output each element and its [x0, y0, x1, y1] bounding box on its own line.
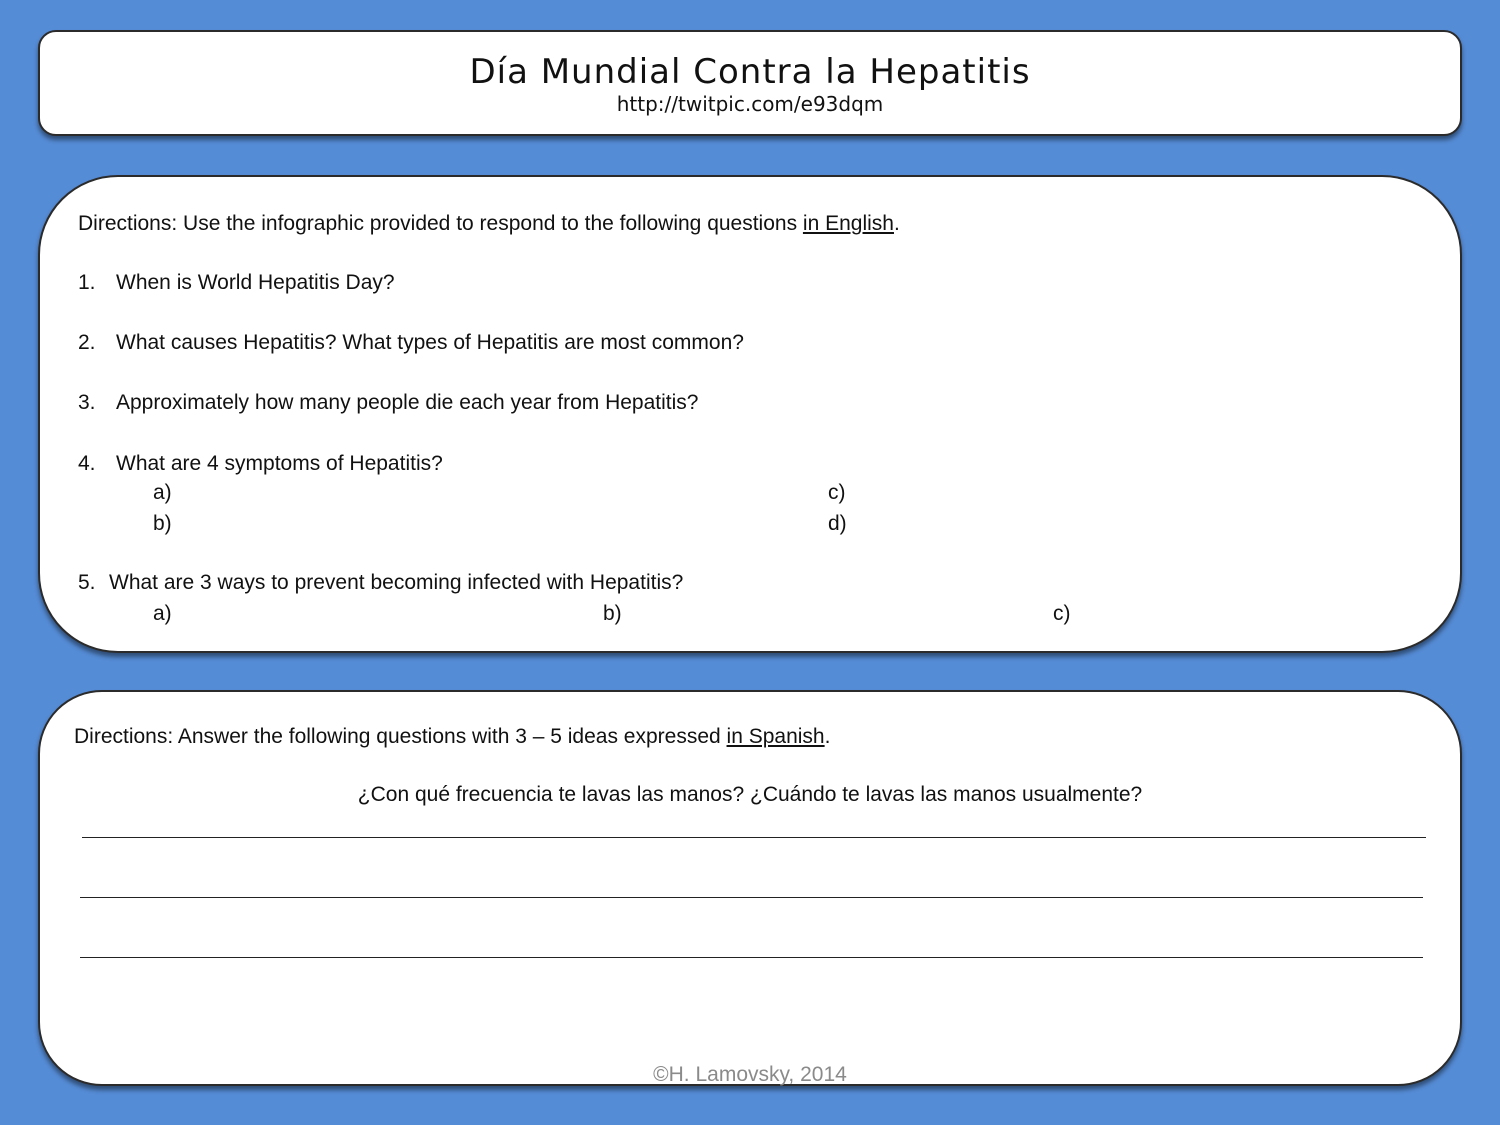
answer-line-1 [82, 837, 1426, 838]
question-4-number: 4. [78, 452, 96, 475]
question-5-option-b: b) [603, 602, 622, 625]
question-4-option-d: d) [828, 512, 847, 535]
english-directions-text: Directions: Use the infographic provided to respond to the following questions [78, 212, 803, 235]
spanish-question: ¿Con qué frecuencia te lavas las manos? ¿Cuándo te lavas las manos usualmente? [357, 783, 1143, 806]
question-5-number: 5. [78, 571, 96, 594]
question-5-option-a: a) [153, 602, 172, 625]
spanish-directions-emphasis: in Spanish [726, 725, 825, 748]
answer-line-2 [80, 897, 1423, 898]
english-directions-emphasis: in English [802, 212, 894, 235]
question-4-option-a: a) [153, 481, 172, 504]
question-4-text: What are 4 symptoms of Hepatitis? [116, 452, 443, 475]
question-1-text: When is World Hepatitis Day? [116, 271, 395, 294]
spanish-directions-period: . [824, 725, 831, 748]
question-1-number: 1. [78, 271, 96, 294]
copyright-footer: ©H. Lamovsky, 2014 [653, 1063, 847, 1086]
english-directions [78, 211, 900, 237]
spanish-question-panel [38, 690, 1462, 1086]
answer-line-3 [80, 957, 1423, 958]
question-4-option-b: b) [153, 512, 172, 535]
question-2-text: What causes Hepatitis? What types of Hepatitis are most common? [116, 331, 744, 354]
question-2-number: 2. [78, 331, 96, 354]
question-4-option-c: c) [828, 481, 846, 504]
spanish-directions-text: Directions: Answer the following questions with 3 – 5 ideas expressed [74, 725, 727, 748]
question-5-text: What are 3 ways to prevent becoming infected with Hepatitis? [109, 571, 684, 594]
question-3-number: 3. [78, 391, 96, 414]
question-5-option-c: c) [1053, 602, 1071, 625]
title-panel [38, 30, 1462, 136]
english-directions-period: . [893, 212, 900, 235]
source-url: http://twitpic.com/e93dqm [616, 92, 884, 116]
worksheet-title: Día Mundial Contra la Hepatitis [469, 52, 1031, 92]
question-3-text: Approximately how many people die each year from Hepatitis? [116, 391, 699, 414]
english-questions-panel [38, 175, 1462, 653]
spanish-directions [74, 724, 830, 750]
